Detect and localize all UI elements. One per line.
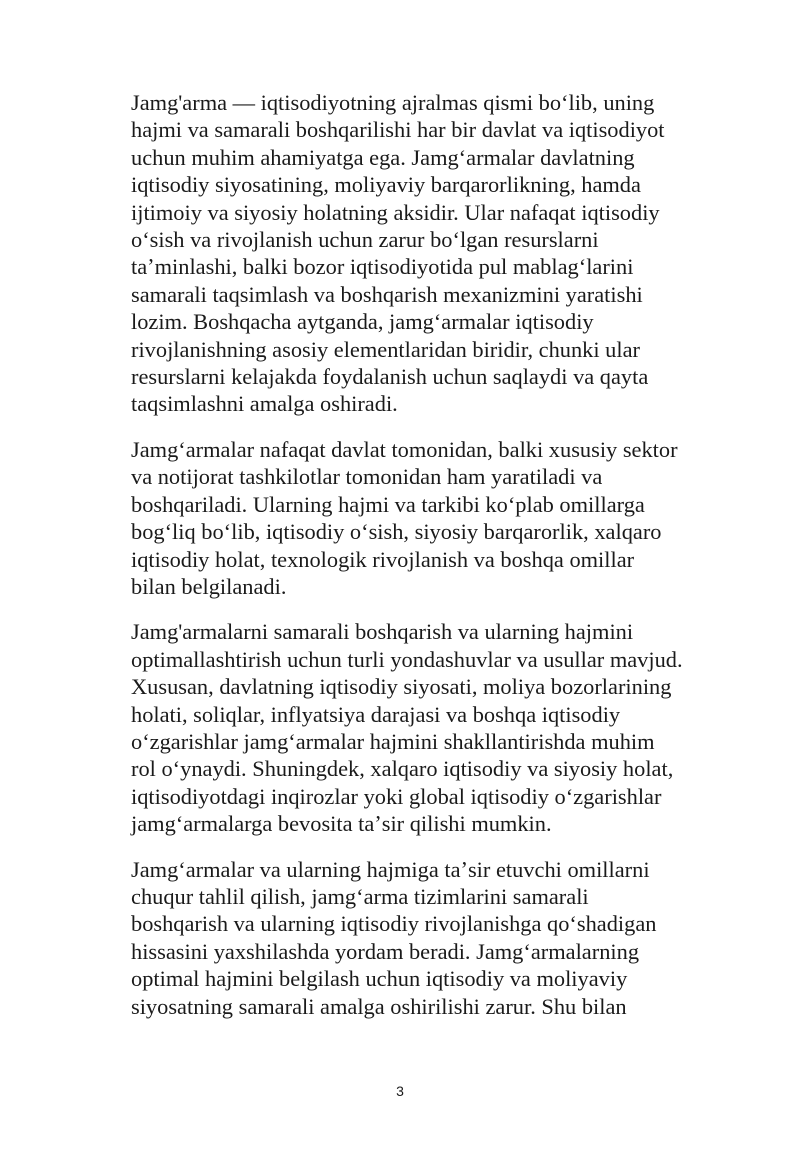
text-line: Xususan, davlatning iqtisodiy siyosati, moliya bozorlarining [131,674,672,700]
paragraph-1 [131,89,738,418]
text-line: iqtisodiy holat, texnologik rivojlanish va boshqa omillar [131,546,635,572]
text-line: chuqur tahlil qilish, jamgʻarma tizimlarini samarali [131,883,589,909]
paragraph-4 [131,856,738,1020]
text-line: Jamg'arma — iqtisodiyotning ajralmas qismi boʻlib, uning [131,90,655,115]
text-line: lozim. Boshqacha aytganda, jamgʻarmalar iqtisodiy [131,309,594,335]
text-line: optimallashtirish uchun turli yondashuvlar va usullar mavjud. [131,646,683,672]
paragraph-2 [131,436,738,600]
text-line: rivojlanishning asosiy elementlaridan biridir, chunki ular [131,336,640,362]
text-line: taʼminlashi, balki bozor iqtisodiyotida pul mablagʻlarini [131,254,634,280]
text-line: va notijorat tashkilotlar tomonidan ham yaratiladi va [131,464,603,490]
text-line: hissasini yaxshilashda yordam beradi. Jamgʻarmalarning [131,938,640,964]
text-line: bogʻliq boʻlib, iqtisodiy oʻsish, siyosiy barqarorlik, xalqaro [131,519,662,545]
text-line: samarali taqsimlash va boshqarish mexanizmini yaratishi [131,281,643,307]
text-line: jamgʻarmalarga bevosita taʼsir qilishi mumkin. [131,811,552,837]
paragraph-3 [131,618,738,837]
text-line: oʻzgarishlar jamgʻarmalar hajmini shakllantirishda muhim [131,728,655,754]
text-line: Jamgʻarmalar va ularning hajmiga taʼsir etuvchi omillarni [131,856,650,882]
text-line: resurslarni kelajakda foydalanish uchun saqlaydi va qayta [131,364,649,390]
text-line: uchun muhim ahamiyatga ega. Jamgʻarmalar davlatning [131,144,635,170]
body-text [131,89,738,1038]
text-line: boshqariladi. Ularning hajmi va tarkibi koʻplab omillarga [131,491,645,517]
text-line: siyosatning samarali amalga oshirilishi zarur. Shu bilan [131,993,627,1019]
text-line: oʻsish va rivojlanish uchun zarur boʻlgan resurslarni [131,227,599,253]
text-line: ijtimoiy va siyosiy holatning aksidir. Ular nafaqat iqtisodiy [131,199,660,225]
text-line: taqsimlashni amalga oshiradi. [131,391,398,417]
text-line: Jamg'armalarni samarali boshqarish va ularning hajmini [131,619,634,645]
page-number: 3 [396,1083,404,1099]
text-line: rol oʻynaydi. Shuningdek, xalqaro iqtisodiy va siyosiy holat, [131,756,674,782]
text-line: bilan belgilanadi. [131,573,287,599]
text-line: iqtisodiy siyosatining, moliyaviy barqarorlikning, hamda [131,172,641,198]
text-line: boshqarish va ularning iqtisodiy rivojlanishga qoʻshadigan [131,911,657,937]
text-line: holati, soliqlar, inflyatsiya darajasi va boshqa iqtisodiy [131,701,621,727]
text-line: Jamgʻarmalar nafaqat davlat tomonidan, balki xususiy sektor [131,436,678,462]
text-line: iqtisodiyotdagi inqirozlar yoki global iqtisodiy oʻzgarishlar [131,783,662,809]
text-line: optimal hajmini belgilash uchun iqtisodiy va moliyaviy [131,966,628,992]
text-line: hajmi va samarali boshqarilishi har bir davlat va iqtisodiyot [131,117,665,143]
